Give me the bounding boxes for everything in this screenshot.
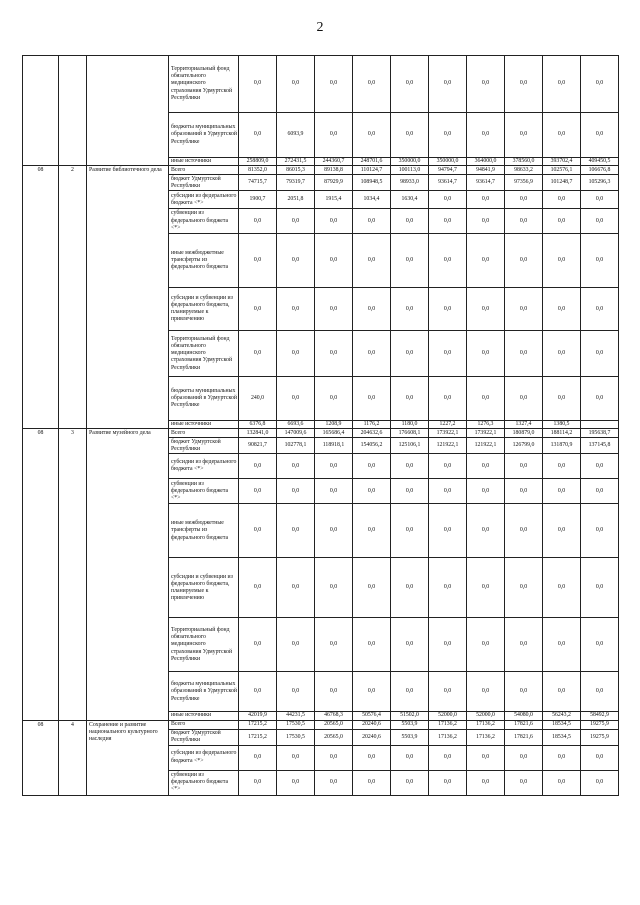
funding-source-cell: Территориальный фонд обязательного медицинского страхования Удмуртской Республики <box>169 618 239 672</box>
value-cell: 0,0 <box>239 770 277 795</box>
value-cell: 0,0 <box>315 377 353 421</box>
value-cell: 0,0 <box>315 672 353 712</box>
value-cell: 0,0 <box>505 113 543 158</box>
funding-source-cell: бюджет Удмуртской Республики <box>169 438 239 454</box>
value-cell: 0,0 <box>543 618 581 672</box>
value-cell: 0,0 <box>467 331 505 377</box>
value-cell: 0,0 <box>467 745 505 770</box>
value-cell: 2051,8 <box>277 191 315 209</box>
value-cell: 154056,2 <box>353 438 391 454</box>
value-cell: 1276,3 <box>467 421 505 429</box>
value-cell: 0,0 <box>391 558 429 618</box>
value-cell: 0,0 <box>543 191 581 209</box>
value-cell: 0,0 <box>543 209 581 234</box>
value-cell: 126799,0 <box>505 438 543 454</box>
value-cell: 173922,1 <box>429 429 467 438</box>
value-cell: 0,0 <box>429 745 467 770</box>
value-cell: 1208,9 <box>315 421 353 429</box>
value-cell: 0,0 <box>581 618 619 672</box>
value-cell: 17215,2 <box>239 729 277 745</box>
value-cell: 409450,5 <box>581 158 619 166</box>
value-cell: 350000,0 <box>391 158 429 166</box>
value-cell: 0,0 <box>239 113 277 158</box>
value-cell: 0,0 <box>277 454 315 479</box>
value-cell: 0,0 <box>391 504 429 558</box>
value-cell: 17821,6 <box>505 720 543 729</box>
value-cell: 0,0 <box>581 558 619 618</box>
value-cell: 0,0 <box>391 377 429 421</box>
value-cell <box>581 421 619 429</box>
value-cell: 0,0 <box>581 56 619 113</box>
value-cell: 1180,0 <box>391 421 429 429</box>
value-cell: 17530,5 <box>277 720 315 729</box>
value-cell: 0,0 <box>239 56 277 113</box>
value-cell: 0,0 <box>429 618 467 672</box>
value-cell: 121922,1 <box>429 438 467 454</box>
value-cell: 0,0 <box>543 331 581 377</box>
value-cell: 132841,0 <box>239 429 277 438</box>
value-cell: 81352,0 <box>239 166 277 175</box>
value-cell: 121922,1 <box>467 438 505 454</box>
value-cell: 0,0 <box>505 56 543 113</box>
value-cell: 188114,2 <box>543 429 581 438</box>
value-cell: 0,0 <box>239 618 277 672</box>
value-cell: 272431,5 <box>277 158 315 166</box>
value-cell: 0,0 <box>315 504 353 558</box>
value-cell: 0,0 <box>353 331 391 377</box>
value-cell: 0,0 <box>543 672 581 712</box>
value-cell: 0,0 <box>543 454 581 479</box>
value-cell: 0,0 <box>429 234 467 288</box>
value-cell: 165686,4 <box>315 429 353 438</box>
funding-source-cell: Всего <box>169 429 239 438</box>
value-cell: 0,0 <box>277 479 315 504</box>
value-cell: 0,0 <box>505 209 543 234</box>
value-cell: 0,0 <box>353 504 391 558</box>
value-cell: 0,0 <box>277 56 315 113</box>
budget-table <box>22 55 619 796</box>
value-cell: 244360,7 <box>315 158 353 166</box>
value-cell: 0,0 <box>429 479 467 504</box>
value-cell: 0,0 <box>391 770 429 795</box>
funding-source-cell: иные межбюджетные трансферты из федерального бюджета <box>169 504 239 558</box>
value-cell: 20240,6 <box>353 729 391 745</box>
value-cell: 0,0 <box>581 377 619 421</box>
funding-source-cell: бюджеты муниципальных образований в Удмуртской Республике <box>169 377 239 421</box>
value-cell: 0,0 <box>239 288 277 331</box>
value-cell: 0,0 <box>429 504 467 558</box>
value-cell: 0,0 <box>467 672 505 712</box>
value-cell: 0,0 <box>467 377 505 421</box>
value-cell: 1630,4 <box>391 191 429 209</box>
value-cell: 0,0 <box>353 234 391 288</box>
value-cell: 0,0 <box>391 56 429 113</box>
table-row <box>23 56 619 113</box>
value-cell: 0,0 <box>467 113 505 158</box>
value-cell: 0,0 <box>505 288 543 331</box>
value-cell: 0,0 <box>353 558 391 618</box>
funding-source-cell: Всего <box>169 720 239 729</box>
value-cell: 0,0 <box>353 479 391 504</box>
value-cell: 44231,5 <box>277 712 315 720</box>
subprogram-name-cell: Сохранение и развитие национального культурного наследия <box>87 720 169 795</box>
value-cell: 0,0 <box>315 745 353 770</box>
value-cell: 0,0 <box>505 479 543 504</box>
value-cell: 19275,9 <box>581 729 619 745</box>
value-cell: 0,0 <box>315 454 353 479</box>
value-cell: 0,0 <box>581 288 619 331</box>
value-cell: 90821,7 <box>239 438 277 454</box>
value-cell: 0,0 <box>429 558 467 618</box>
value-cell: 0,0 <box>581 672 619 712</box>
value-cell: 204632,6 <box>353 429 391 438</box>
value-cell: 100113,0 <box>391 166 429 175</box>
value-cell: 0,0 <box>467 454 505 479</box>
value-cell: 393702,4 <box>543 158 581 166</box>
funding-source-cell: бюджет Удмуртской Республики <box>169 175 239 191</box>
value-cell: 0,0 <box>353 377 391 421</box>
value-cell: 87929,9 <box>315 175 353 191</box>
value-cell: 0,0 <box>581 209 619 234</box>
value-cell: 131870,9 <box>543 438 581 454</box>
value-cell: 0,0 <box>467 479 505 504</box>
value-cell: 0,0 <box>239 558 277 618</box>
funding-source-cell: бюджеты муниципальных образований в Удмуртской Республике <box>169 672 239 712</box>
value-cell: 118918,1 <box>315 438 353 454</box>
value-cell: 20565,0 <box>315 729 353 745</box>
value-cell: 97356,9 <box>505 175 543 191</box>
value-cell: 1915,4 <box>315 191 353 209</box>
value-cell: 0,0 <box>581 479 619 504</box>
value-cell: 0,0 <box>505 504 543 558</box>
value-cell: 89138,8 <box>315 166 353 175</box>
table-row <box>23 720 619 729</box>
page-number: 2 <box>316 20 324 35</box>
value-cell: 364000,0 <box>467 158 505 166</box>
value-cell: 52000,0 <box>429 712 467 720</box>
value-cell: 42019,9 <box>239 712 277 720</box>
table-row <box>23 166 619 175</box>
value-cell: 20565,0 <box>315 720 353 729</box>
value-cell: 0,0 <box>315 331 353 377</box>
value-cell: 51502,0 <box>391 712 429 720</box>
funding-source-cell: субвенции из федерального бюджета <*> <box>169 209 239 234</box>
value-cell: 125106,1 <box>391 438 429 454</box>
value-cell: 20240,6 <box>353 720 391 729</box>
value-cell: 0,0 <box>505 672 543 712</box>
value-cell: 0,0 <box>467 504 505 558</box>
value-cell: 0,0 <box>505 618 543 672</box>
funding-source-cell: иные межбюджетные трансферты из федерального бюджета <box>169 234 239 288</box>
subprogram-code-cell: 2 <box>59 166 87 429</box>
value-cell: 17136,2 <box>467 729 505 745</box>
value-cell: 0,0 <box>543 770 581 795</box>
value-cell: 173922,1 <box>467 429 505 438</box>
value-cell: 17136,2 <box>429 729 467 745</box>
value-cell: 0,0 <box>353 113 391 158</box>
value-cell: 17136,2 <box>467 720 505 729</box>
value-cell: 0,0 <box>391 672 429 712</box>
value-cell: 0,0 <box>429 672 467 712</box>
value-cell: 0,0 <box>353 770 391 795</box>
value-cell: 94841,9 <box>467 166 505 175</box>
value-cell: 0,0 <box>581 770 619 795</box>
value-cell: 0,0 <box>429 191 467 209</box>
value-cell: 17215,2 <box>239 720 277 729</box>
value-cell: 0,0 <box>277 770 315 795</box>
funding-source-cell: иные источники <box>169 158 239 166</box>
value-cell: 56243,2 <box>543 712 581 720</box>
funding-source-cell: Всего <box>169 166 239 175</box>
value-cell: 0,0 <box>277 377 315 421</box>
value-cell: 0,0 <box>315 618 353 672</box>
value-cell: 0,0 <box>353 56 391 113</box>
value-cell: 52000,0 <box>467 712 505 720</box>
funding-source-cell: субсидии и субвенции из федерального бюджета, планируемые к привлечению <box>169 558 239 618</box>
value-cell: 0,0 <box>543 113 581 158</box>
value-cell: 102576,1 <box>543 166 581 175</box>
value-cell: 19275,9 <box>581 720 619 729</box>
value-cell: 378560,0 <box>505 158 543 166</box>
value-cell: 0,0 <box>467 288 505 331</box>
value-cell: 17136,2 <box>429 720 467 729</box>
value-cell: 79319,7 <box>277 175 315 191</box>
value-cell: 0,0 <box>239 479 277 504</box>
value-cell: 1176,2 <box>353 421 391 429</box>
funding-source-cell: иные источники <box>169 421 239 429</box>
value-cell: 0,0 <box>581 745 619 770</box>
value-cell: 0,0 <box>429 56 467 113</box>
value-cell: 98933,0 <box>391 175 429 191</box>
value-cell: 0,0 <box>239 454 277 479</box>
value-cell: 93614,7 <box>467 175 505 191</box>
value-cell: 0,0 <box>467 56 505 113</box>
value-cell: 0,0 <box>581 504 619 558</box>
funding-source-cell: Территориальный фонд обязательного медицинского страхования Удмуртской Республики <box>169 331 239 377</box>
value-cell: 0,0 <box>239 209 277 234</box>
value-cell: 0,0 <box>315 288 353 331</box>
value-cell: 0,0 <box>467 770 505 795</box>
value-cell: 137145,8 <box>581 438 619 454</box>
value-cell: 74715,7 <box>239 175 277 191</box>
value-cell: 0,0 <box>277 209 315 234</box>
subprogram-code-cell: 3 <box>59 429 87 720</box>
value-cell: 17530,5 <box>277 729 315 745</box>
value-cell: 0,0 <box>315 558 353 618</box>
value-cell: 0,0 <box>353 454 391 479</box>
value-cell: 0,0 <box>391 479 429 504</box>
value-cell: 0,0 <box>277 504 315 558</box>
value-cell: 6693,6 <box>277 421 315 429</box>
program-code-cell <box>23 56 59 166</box>
value-cell: 0,0 <box>315 56 353 113</box>
value-cell: 0,0 <box>239 331 277 377</box>
value-cell: 0,0 <box>505 454 543 479</box>
subprogram-code-cell: 4 <box>59 720 87 795</box>
value-cell: 5503,9 <box>391 720 429 729</box>
table-row <box>23 429 619 438</box>
value-cell: 0,0 <box>315 113 353 158</box>
value-cell: 0,0 <box>543 745 581 770</box>
value-cell: 0,0 <box>315 209 353 234</box>
value-cell: 0,0 <box>505 191 543 209</box>
value-cell: 0,0 <box>315 770 353 795</box>
value-cell: 0,0 <box>543 558 581 618</box>
value-cell: 0,0 <box>543 479 581 504</box>
value-cell: 0,0 <box>581 454 619 479</box>
value-cell: 98633,2 <box>505 166 543 175</box>
value-cell: 0,0 <box>391 618 429 672</box>
value-cell: 0,0 <box>467 618 505 672</box>
value-cell: 18534,5 <box>543 720 581 729</box>
funding-source-cell: субсидии из федерального бюджета <*> <box>169 745 239 770</box>
value-cell: 0,0 <box>277 558 315 618</box>
value-cell: 350000,0 <box>429 158 467 166</box>
funding-source-cell: бюджет Удмуртской Республики <box>169 729 239 745</box>
value-cell: 1327,4 <box>505 421 543 429</box>
value-cell: 180879,0 <box>505 429 543 438</box>
value-cell: 0,0 <box>467 558 505 618</box>
value-cell: 0,0 <box>429 288 467 331</box>
value-cell: 101248,7 <box>543 175 581 191</box>
value-cell: 0,0 <box>429 113 467 158</box>
value-cell: 46768,3 <box>315 712 353 720</box>
value-cell: 0,0 <box>353 288 391 331</box>
value-cell: 108948,5 <box>353 175 391 191</box>
value-cell: 0,0 <box>277 234 315 288</box>
value-cell: 93614,7 <box>429 175 467 191</box>
funding-source-cell: Территориальный фонд обязательного медицинского страхования Удмуртской Республики <box>169 56 239 113</box>
funding-source-cell: субвенции из федерального бюджета <*> <box>169 479 239 504</box>
value-cell: 1034,4 <box>353 191 391 209</box>
value-cell: 1380,5 <box>543 421 581 429</box>
value-cell: 6093,9 <box>277 113 315 158</box>
value-cell: 0,0 <box>277 618 315 672</box>
value-cell: 0,0 <box>391 234 429 288</box>
value-cell: 195638,7 <box>581 429 619 438</box>
value-cell: 94794,7 <box>429 166 467 175</box>
value-cell: 0,0 <box>277 331 315 377</box>
value-cell: 248701,6 <box>353 158 391 166</box>
value-cell: 54080,0 <box>505 712 543 720</box>
value-cell: 0,0 <box>239 504 277 558</box>
value-cell: 0,0 <box>239 745 277 770</box>
value-cell: 0,0 <box>353 745 391 770</box>
value-cell: 0,0 <box>505 331 543 377</box>
value-cell: 110124,7 <box>353 166 391 175</box>
value-cell: 0,0 <box>239 234 277 288</box>
funding-source-cell: субвенции из федерального бюджета <*> <box>169 770 239 795</box>
value-cell: 0,0 <box>505 558 543 618</box>
value-cell: 0,0 <box>581 191 619 209</box>
value-cell: 6376,8 <box>239 421 277 429</box>
value-cell: 0,0 <box>429 770 467 795</box>
value-cell: 0,0 <box>581 234 619 288</box>
value-cell: 0,0 <box>505 745 543 770</box>
funding-source-cell: бюджеты муниципальных образований в Удмуртской Республике <box>169 113 239 158</box>
value-cell: 102778,1 <box>277 438 315 454</box>
value-cell: 0,0 <box>277 288 315 331</box>
funding-source-cell: субсидии из федерального бюджета <*> <box>169 454 239 479</box>
value-cell: 1227,2 <box>429 421 467 429</box>
value-cell: 0,0 <box>467 234 505 288</box>
value-cell: 176608,1 <box>391 429 429 438</box>
program-code-cell: 08 <box>23 429 59 720</box>
value-cell: 0,0 <box>543 288 581 331</box>
subprogram-code-cell <box>59 56 87 166</box>
value-cell: 18534,5 <box>543 729 581 745</box>
value-cell: 240,0 <box>239 377 277 421</box>
value-cell: 0,0 <box>467 209 505 234</box>
subprogram-name-cell: Развитие музейного дела <box>87 429 169 720</box>
value-cell: 1900,7 <box>239 191 277 209</box>
value-cell: 17821,6 <box>505 729 543 745</box>
value-cell: 0,0 <box>277 672 315 712</box>
value-cell: 0,0 <box>429 331 467 377</box>
value-cell: 0,0 <box>239 672 277 712</box>
value-cell: 0,0 <box>429 454 467 479</box>
funding-source-cell: иные источники <box>169 712 239 720</box>
program-code-cell: 08 <box>23 720 59 795</box>
funding-source-cell: субсидии из федерального бюджета <*> <box>169 191 239 209</box>
value-cell: 0,0 <box>429 209 467 234</box>
value-cell: 0,0 <box>581 113 619 158</box>
program-code-cell: 08 <box>23 166 59 429</box>
value-cell: 58492,9 <box>581 712 619 720</box>
value-cell: 0,0 <box>391 113 429 158</box>
value-cell: 0,0 <box>467 191 505 209</box>
value-cell: 0,0 <box>505 770 543 795</box>
value-cell: 0,0 <box>315 479 353 504</box>
value-cell: 106676,8 <box>581 166 619 175</box>
value-cell: 0,0 <box>543 56 581 113</box>
value-cell: 50576,4 <box>353 712 391 720</box>
funding-source-cell: субсидии и субвенции из федерального бюджета, планируемые к привлечению <box>169 288 239 331</box>
value-cell: 86015,3 <box>277 166 315 175</box>
value-cell: 0,0 <box>315 234 353 288</box>
value-cell: 0,0 <box>391 454 429 479</box>
value-cell: 0,0 <box>353 209 391 234</box>
value-cell: 0,0 <box>353 618 391 672</box>
value-cell: 5503,9 <box>391 729 429 745</box>
value-cell: 0,0 <box>505 234 543 288</box>
value-cell: 147009,6 <box>277 429 315 438</box>
subprogram-name-cell <box>87 56 169 166</box>
subprogram-name-cell: Развитие библиотечного дела <box>87 166 169 429</box>
value-cell: 0,0 <box>391 288 429 331</box>
value-cell: 0,0 <box>429 377 467 421</box>
value-cell: 0,0 <box>277 745 315 770</box>
value-cell: 0,0 <box>505 377 543 421</box>
value-cell: 0,0 <box>353 672 391 712</box>
value-cell: 0,0 <box>543 234 581 288</box>
value-cell: 105296,3 <box>581 175 619 191</box>
value-cell: 0,0 <box>581 331 619 377</box>
value-cell: 0,0 <box>543 504 581 558</box>
value-cell: 0,0 <box>391 209 429 234</box>
value-cell: 0,0 <box>391 331 429 377</box>
value-cell: 258809,0 <box>239 158 277 166</box>
value-cell: 0,0 <box>391 745 429 770</box>
value-cell: 0,0 <box>543 377 581 421</box>
